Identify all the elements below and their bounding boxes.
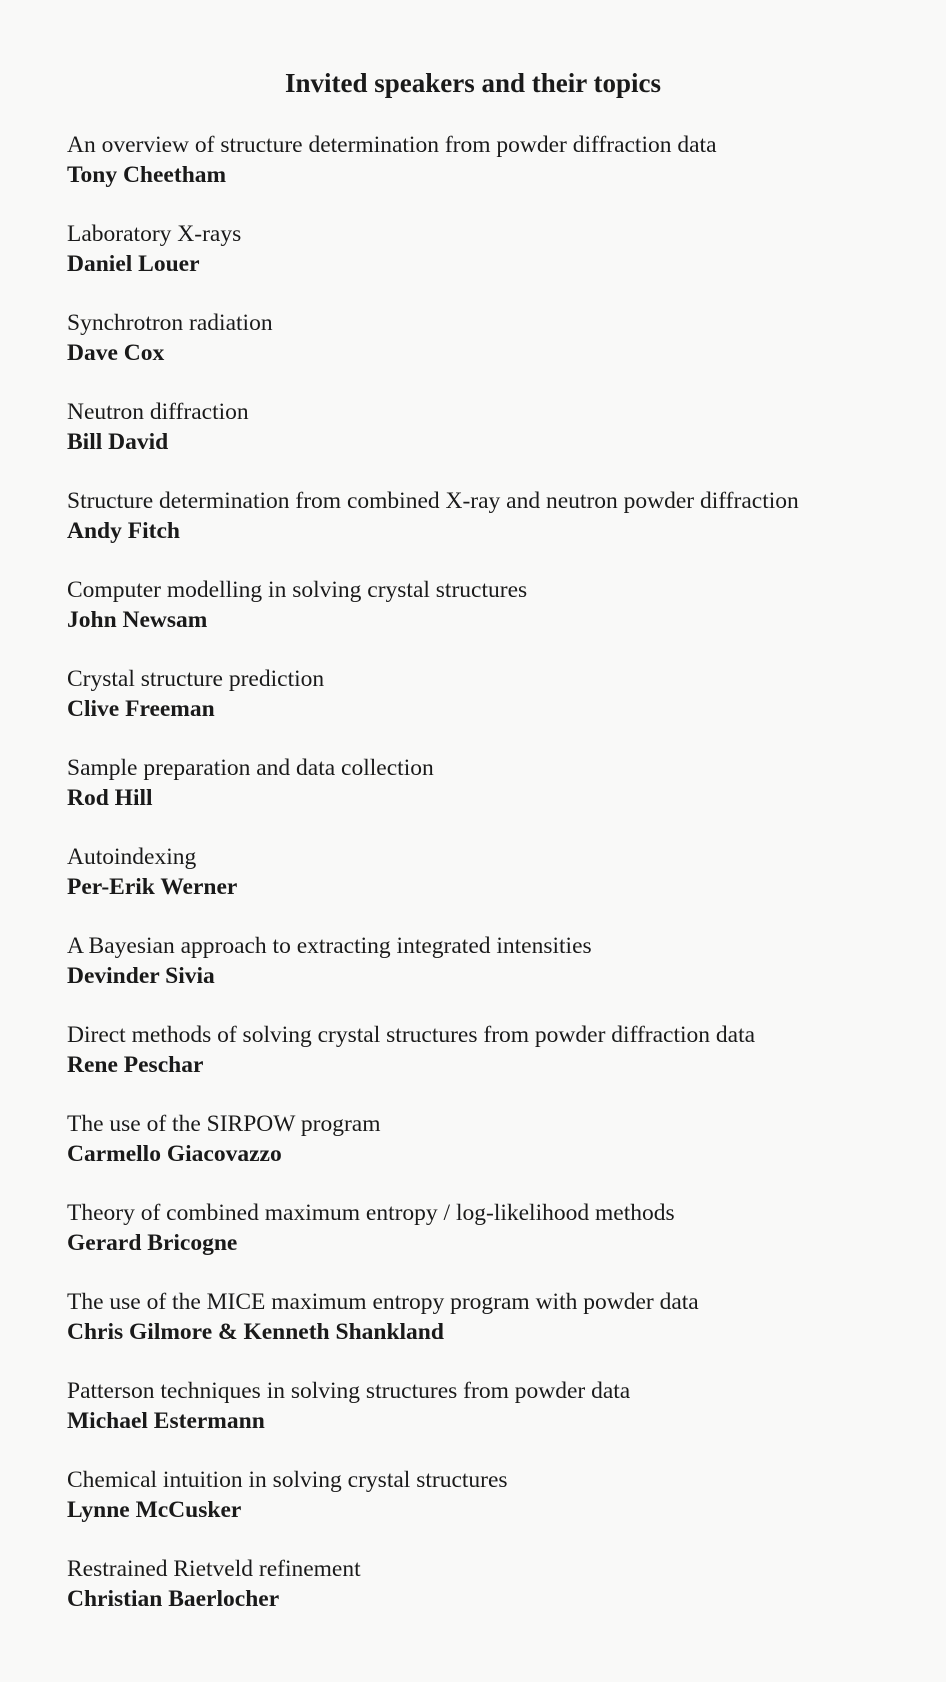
topic-text: Autoindexing bbox=[67, 844, 197, 870]
topic-text: Crystal structure prediction bbox=[67, 666, 325, 692]
topic-text: Synchrotron radiation bbox=[67, 310, 273, 336]
topic-text: A Bayesian approach to extracting integrated intensities bbox=[67, 933, 592, 959]
topic-text: The use of the MICE maximum entropy program with powder data bbox=[67, 1289, 699, 1315]
speaker-name: Clive Freeman bbox=[67, 696, 215, 722]
topic-text: Sample preparation and data collection bbox=[67, 755, 434, 781]
speaker-name: Rod Hill bbox=[67, 785, 153, 811]
topic-text: Structure determination from combined X-ray and neutron powder diffraction bbox=[67, 488, 799, 514]
speaker-name: Rene Peschar bbox=[67, 1052, 204, 1078]
speaker-name: Tony Cheetham bbox=[67, 162, 227, 188]
list-item bbox=[67, 664, 927, 753]
topic-text: Chemical intuition in solving crystal structures bbox=[67, 1467, 508, 1493]
speaker-name: Gerard Bricogne bbox=[67, 1230, 238, 1256]
list-item bbox=[67, 1376, 927, 1465]
topic-text: An overview of structure determination from powder diffraction data bbox=[67, 132, 717, 158]
speaker-name: Lynne McCusker bbox=[67, 1497, 242, 1523]
speaker-name: Bill David bbox=[67, 429, 169, 455]
topic-text: Computer modelling in solving crystal structures bbox=[67, 577, 528, 603]
speaker-name: Carmello Giacovazzo bbox=[67, 1141, 282, 1167]
topic-text: Neutron diffraction bbox=[67, 399, 249, 425]
speaker-name: Andy Fitch bbox=[67, 518, 180, 544]
speaker-name: John Newsam bbox=[67, 607, 208, 633]
speaker-name: Devinder Sivia bbox=[67, 963, 215, 989]
list-item bbox=[67, 1554, 927, 1643]
list-item bbox=[67, 130, 927, 219]
list-item bbox=[67, 1465, 927, 1554]
topic-text: Theory of combined maximum entropy / log-likelihood methods bbox=[67, 1200, 675, 1226]
speaker-list bbox=[67, 130, 927, 1643]
list-item bbox=[67, 219, 927, 308]
speaker-name: Chris Gilmore & Kenneth Shankland bbox=[67, 1319, 444, 1345]
list-item bbox=[67, 1109, 927, 1198]
topic-text: Laboratory X-rays bbox=[67, 221, 242, 247]
list-item bbox=[67, 931, 927, 1020]
speaker-name: Daniel Louer bbox=[67, 251, 200, 277]
list-item bbox=[67, 308, 927, 397]
list-item bbox=[67, 1198, 927, 1287]
speaker-name: Per-Erik Werner bbox=[67, 874, 238, 900]
topic-text: Restrained Rietveld refinement bbox=[67, 1556, 361, 1582]
topic-text: Patterson techniques in solving structures from powder data bbox=[67, 1378, 631, 1404]
list-item bbox=[67, 1287, 927, 1376]
topic-text: The use of the SIRPOW program bbox=[67, 1111, 381, 1137]
list-item bbox=[67, 842, 927, 931]
list-item bbox=[67, 1020, 927, 1109]
list-item bbox=[67, 486, 927, 575]
topic-text: Direct methods of solving crystal structures from powder diffraction data bbox=[67, 1022, 756, 1048]
list-item bbox=[67, 397, 927, 486]
speaker-name: Michael Estermann bbox=[67, 1408, 265, 1434]
speaker-name: Christian Baerlocher bbox=[67, 1586, 280, 1612]
page-title: Invited speakers and their topics bbox=[284, 68, 662, 98]
list-item bbox=[67, 575, 927, 664]
list-item bbox=[67, 753, 927, 842]
speaker-name: Dave Cox bbox=[67, 340, 165, 366]
